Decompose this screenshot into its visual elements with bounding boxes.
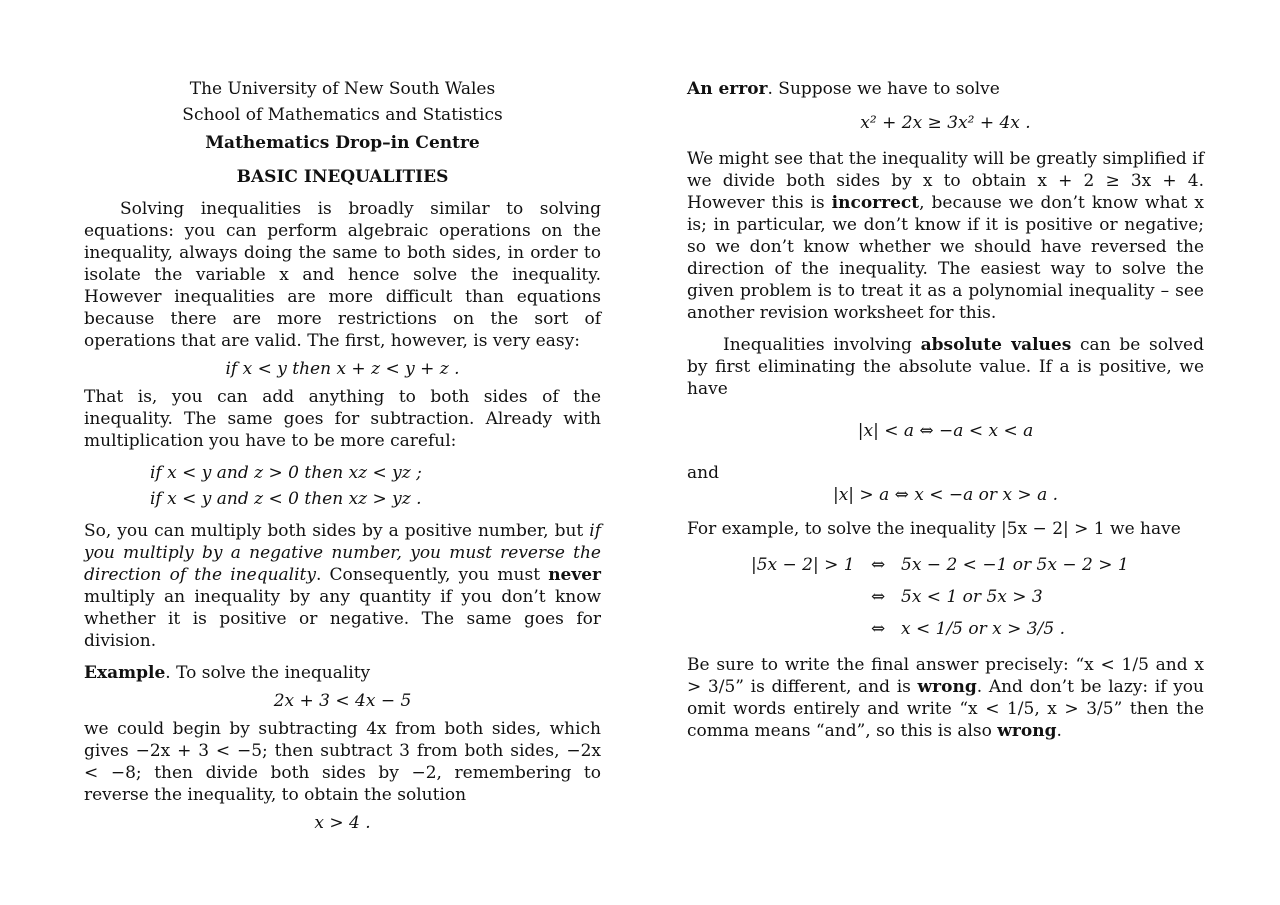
step-1-rhs: 5x − 2 < −1 or 5x − 2 > 1 [901, 555, 1129, 575]
abs-text-b: can be solved by first eliminating the absolute value. If a is positive, we have [687, 335, 1204, 399]
error-expl-a: We might see that the inequality will be greatly simplified if we divide both sides by x to obtain x + 2 ≥ 3x + 4. However this is [687, 149, 1204, 213]
multiplication-rule-negative: if x < y and z < 0 then xz > yz . [150, 489, 422, 509]
example-equation: 2x + 3 < 4x − 5 [273, 691, 412, 711]
addition-paragraph: That is, you can add anything to both sides of the inequality. The same goes for subtraction. Already with multiplication you have to be more careful: [84, 387, 601, 451]
multiplication-paragraph [84, 520, 601, 652]
addition-rule: if x < y then x + z < y + z . [225, 359, 460, 379]
never-emphasis: never [548, 565, 602, 585]
step-2-rhs: 5x < 1 or 5x > 3 [901, 587, 1043, 607]
step-3-rhs: x < 1/5 or x > 3/5 . [901, 619, 1065, 639]
error-expl-b: , because we don’t know what x is; in particular, we don’t know if it is positive or negative; so we don’t know whether we should have reversed the direction of the inequality. The easiest way to solve the given problem is to treat it as a polynomial inequality – see another revision worksheet for this. [687, 193, 1205, 323]
error-label: An error [687, 79, 768, 99]
mult-text-a: So, you can multiply both sides by a positive number, but [84, 521, 590, 541]
intro-paragraph: Solving inequalities is broadly similar to solving equations: you can perform algebraic operations on the inequality, always doing the same to both sides, in order to isolate the variable x and hence solve the inequality. However inequalities are more difficult than equations because there are more restrictions on the sort of operations that are valid. The first, however, is very easy: [84, 199, 601, 351]
multiplication-rules [150, 462, 601, 510]
error-explanation [687, 148, 1204, 324]
page-title: BASIC INEQUALITIES [236, 167, 449, 187]
example-solution: x > 4 . [314, 813, 371, 833]
left-column [84, 78, 601, 840]
error-text: . Suppose we have to solve [767, 79, 1000, 99]
and-word: and [687, 463, 719, 483]
for-example-paragraph: For example, to solve the inequality |5x − 2| > 1 we have [687, 519, 1181, 539]
mult-text-italic: if you multiply by a negative number, you must reverse the direction of the inequality [84, 521, 601, 585]
error-equation: x² + 2x ≥ 3x² + 4x . [860, 113, 1031, 133]
school-name: School of Mathematics and Statistics [182, 105, 503, 125]
step-2-lhs [751, 586, 871, 608]
step-3-op: ⇔ [871, 619, 886, 639]
mult-text-b: . Consequently, you must [315, 565, 549, 585]
final-answer-paragraph [687, 654, 1204, 742]
example-label: Example [84, 663, 166, 683]
step-2-op: ⇔ [871, 587, 886, 607]
right-column [687, 78, 1204, 742]
absolute-greater-rule: |x| > a ⇔ x < −a or x > a . [832, 485, 1059, 505]
example-steps: we could begin by subtracting 4x from both sides, which gives −2x + 3 < −5; then subtract 3 from both sides, −2x < −8; then divide both sides by −2, remembering to reverse the inequality, to obtain the solution [84, 719, 601, 805]
absolute-less-rule: |x| < a ⇔ −a < x < a [857, 421, 1034, 441]
abs-text-a: Inequalities involving [723, 335, 921, 355]
error-intro [687, 78, 1204, 100]
example-text: . To solve the inequality [165, 663, 371, 683]
incorrect-emphasis: incorrect [831, 193, 920, 213]
multiplication-rule-positive: if x < y and z > 0 then xz < yz ; [150, 463, 422, 483]
example-intro [84, 662, 601, 684]
step-1-lhs: |5x − 2| > 1 [751, 555, 855, 575]
worked-steps [751, 554, 1204, 640]
absolute-values-paragraph [687, 334, 1204, 400]
university-name: The University of New South Wales [189, 79, 496, 99]
final-text-c: . [1056, 721, 1062, 741]
wrong-emphasis-2: wrong [997, 721, 1057, 741]
absolute-values-emphasis: absolute values [920, 335, 1072, 355]
final-text-a: Be sure to write the final answer precisely: “x < 1/5 and x > 3/5” is different, and is [687, 655, 1204, 697]
final-text-b: . And don’t be lazy: if you omit words entirely and write “x < 1/5, x > 3/5” then the comma means “and”, so this is also [687, 677, 1204, 741]
step-1-op: ⇔ [871, 555, 886, 575]
mult-text-c: multiply an inequality by any quantity if you don’t know whether it is positive or negative. The same goes for division. [84, 587, 601, 651]
centre-name: Mathematics Drop–in Centre [205, 133, 480, 153]
step-3-lhs [751, 618, 871, 640]
wrong-emphasis-1: wrong [917, 677, 977, 697]
